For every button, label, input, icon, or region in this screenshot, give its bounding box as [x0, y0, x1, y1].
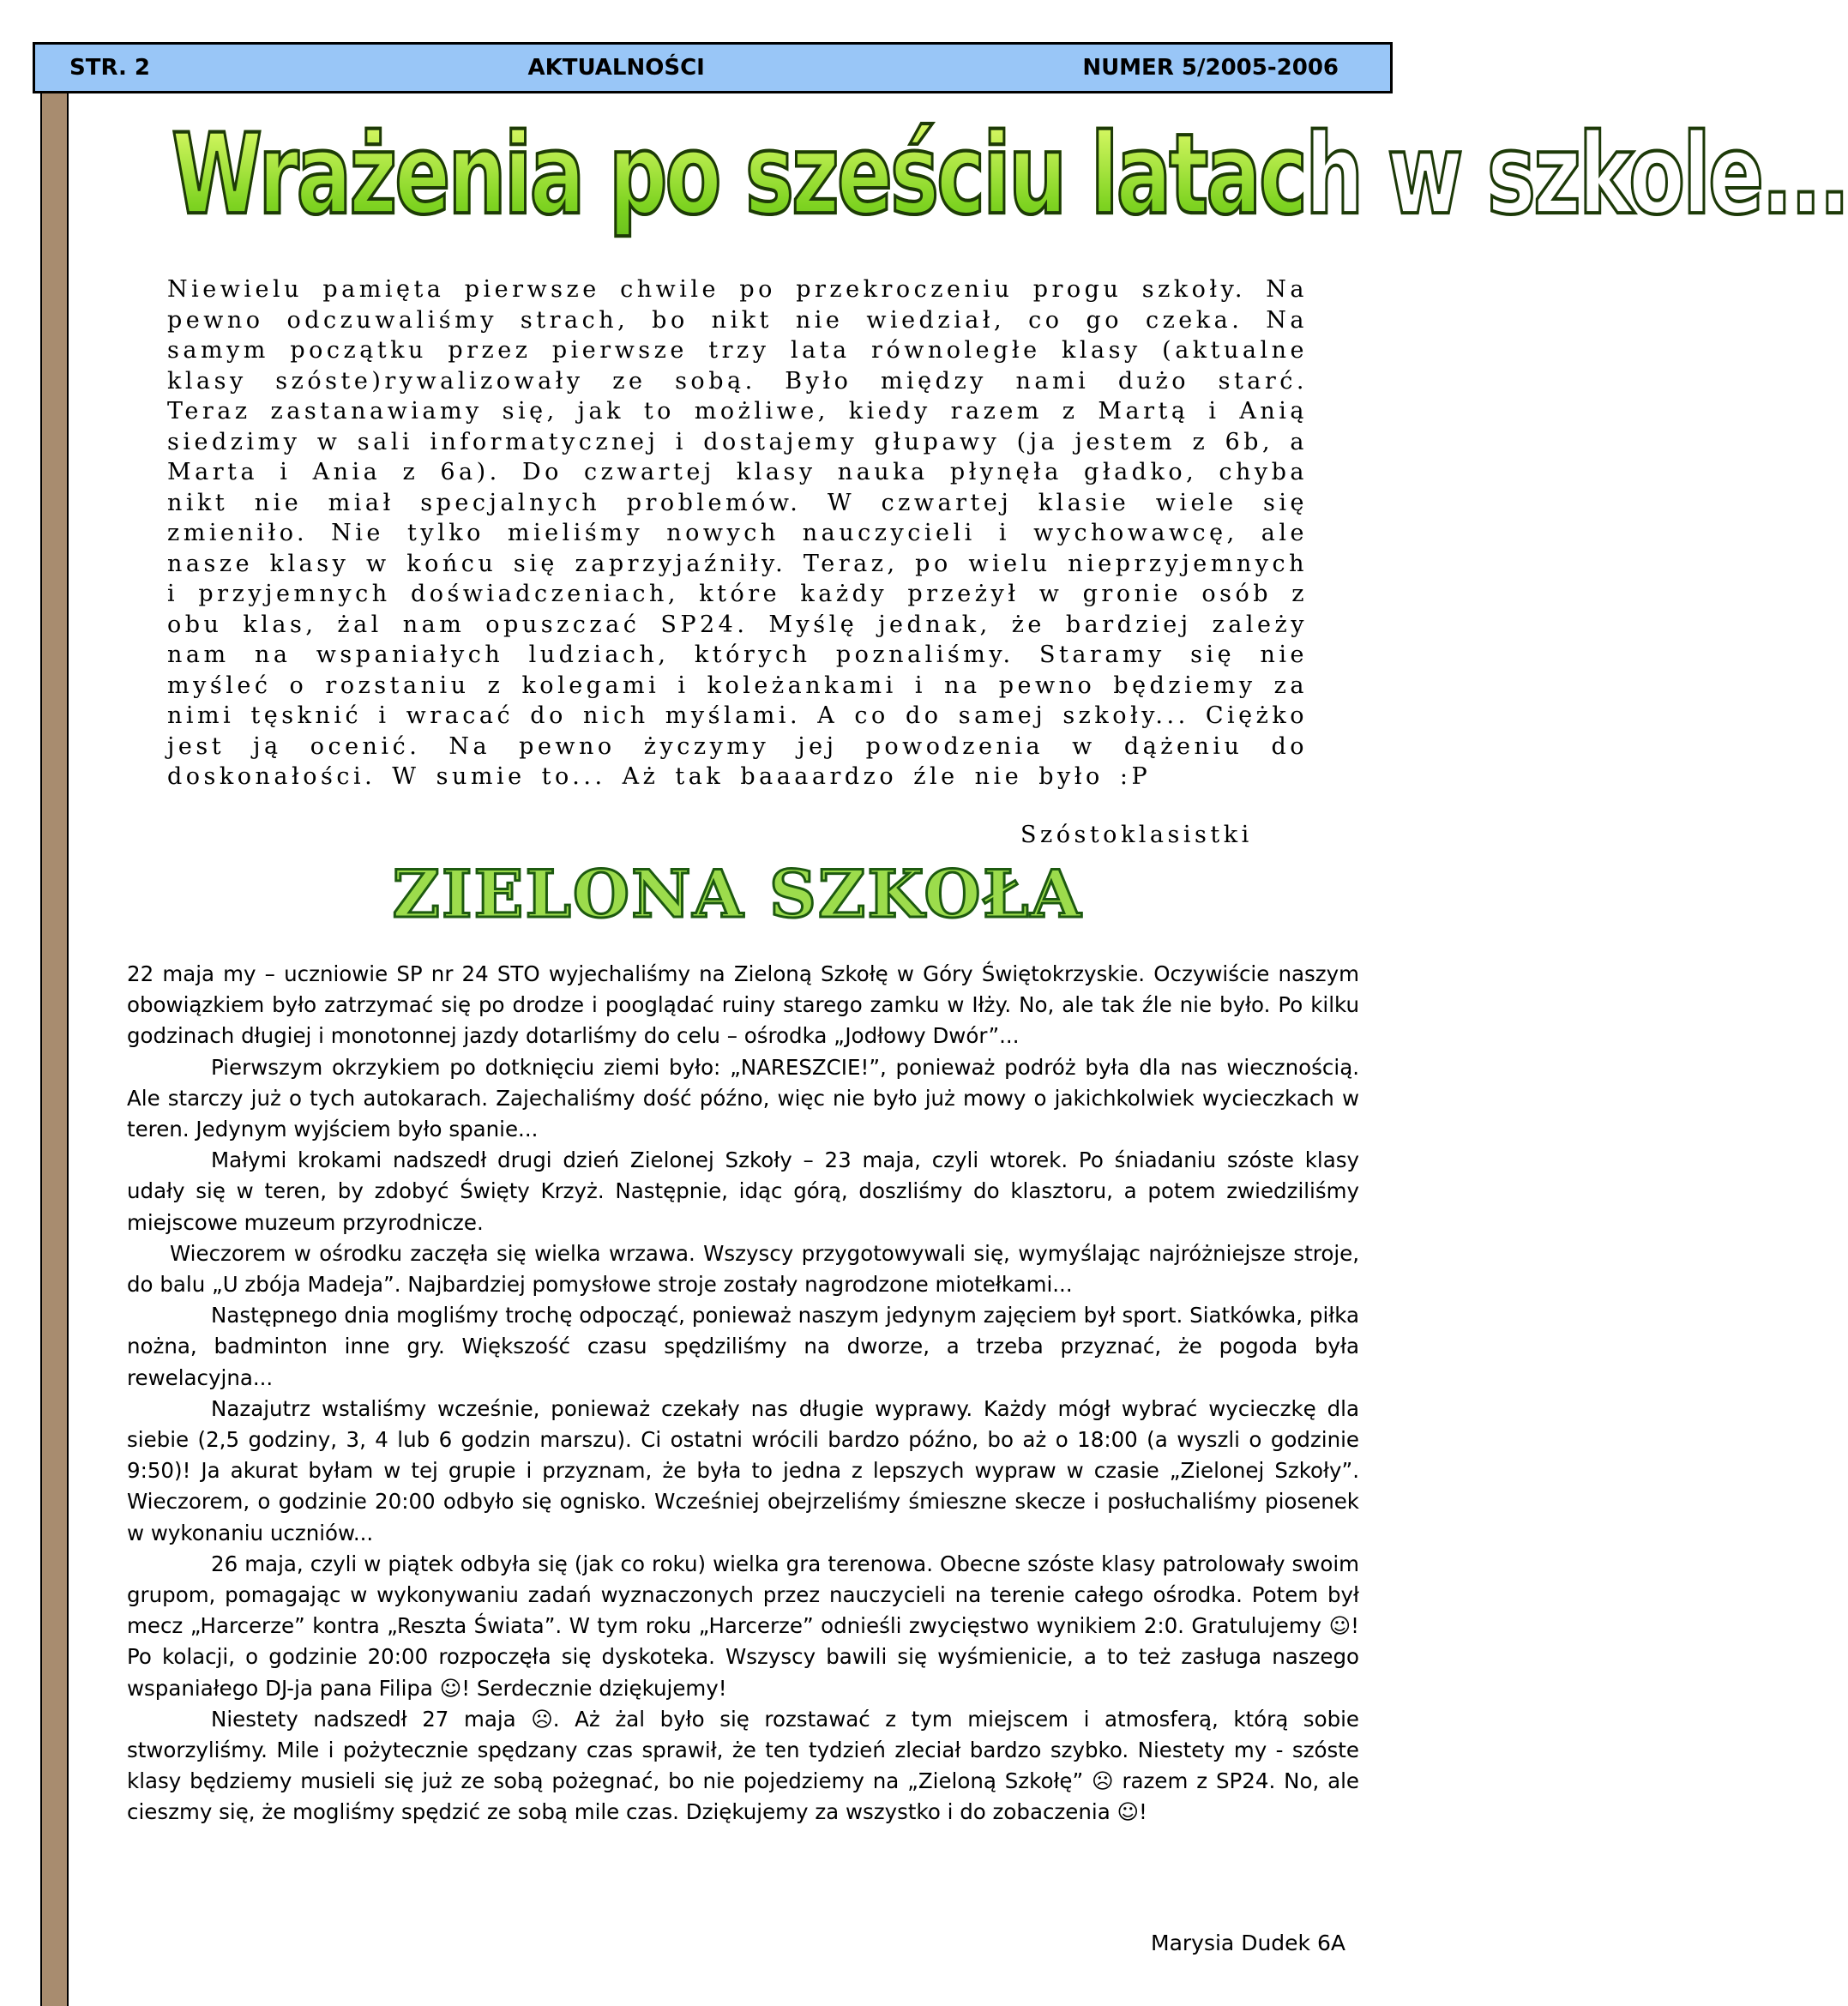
page-header	[33, 42, 1393, 93]
article1-title: Wrażenia po sześciu latach w szkole...	[172, 110, 1312, 284]
article1-body: Niewielu pamięta pierwsze chwile po przekroczeniu progu szkoły. Na pewno odczuwaliśmy strach, bo nikt nie wiedział, co go czeka. Na samym początku przez pierwsze trzy lata równoległe klasy (aktualne klasy szóste)rywalizowały ze sobą. Było między nami dużo starć. Teraz zastanawiamy się, jak to możliwe, kiedy razem z Martą i Anią siedzimy w sali informatycznej i dostajemy głupawy (ja jestem z 6b, a Marta i Ania z 6a). Do czwartej klasy nauka płynęła gładko, chyba nikt nie miał specjalnych problemów. W czwartej klasie wiele się zmieniło. Nie tylko mieliśmy nowych nauczycieli i wychowawcę, ale nasze klasy w końcu się zaprzyjaźniły. Teraz, po wielu nieprzyjemnych i przyjemnych doświadczeniach, które każdy przeżył w gronie osób z obu klas, żal nam opuszczać SP24. Myślę jednak, że bardziej zależy nam na wspaniałych ludziach, których poznaliśmy. Staramy się nie myśleć o rozstaniu z kolegami i koleżankami i na pewno będziemy za nimi tęsknić i wracać do nich myślami. A co do samej szkoły... Ciężko jest ją ocenić. Na pewno życzymy jej powodzenia w dążeniu do doskonałości. W sumie to... Aż tak baaaardzo źle nie było :P	[167, 276, 1308, 790]
article2-paragraph: Niestety nadszedł 27 maja ☹. Aż żal było się rozstawać z tym miejscem i atmosferą, którą sobie stworzyliśmy. Mile i pożytecznie spędzany czas sprawił, że ten tydzień zleciał bardzo szybko. Niestety my - szóste klasy będziemy musieli się już ze sobą pożegnać, bo nie pojedziemy na „Zieloną Szkołę” ☹ razem z SP24. No, ale cieszmy się, że mogliśmy spędzić ze sobą mile czas. Dziękujemy za wszystko i do zobaczenia ☺!	[127, 1706, 1359, 1825]
article2-paragraph: 22 maja my – uczniowie SP nr 24 STO wyjechaliśmy na Zieloną Szkołę w Góry Świętokrzyskie. Oczywiście naszym obowiązkiem było zatrzymać się po drodze i pooglądać ruiny starego zamku w Iłży. No, ale tak źle nie było. Po kilku godzinach długiej i monotonnej jazdy dotarliśmy do celu – ośrodka „Jodłowy Dwór”...	[127, 961, 1359, 1049]
article2-paragraph: Następnego dnia mogliśmy trochę odpocząć, ponieważ naszym jedynym zajęciem był sport. Siatkówka, piłka nożna, badminton inne gry. Większość czasu spędziliśmy na dworze, a trzeba przyznać, że pogoda była rewelacyjna...	[127, 1303, 1359, 1390]
article1-author: Szóstoklasistki	[1020, 822, 1253, 848]
section-name: AKTUALNOŚCI	[527, 55, 705, 81]
article2-author: Marysia Dudek 6A	[1151, 1931, 1345, 1955]
article2-body	[127, 959, 1359, 1828]
article2-paragraph: Nazajutrz wstaliśmy wcześnie, ponieważ czekały nas długie wyprawy. Każdy mógł wybrać wycieczkę dla siebie (2,5 godziny, 3, 4 lub 6 godzin marszu). Ci ostatni wrócili bardzo późno, bo aż o 18:00 (a wyszli o godzinie 9:50)! Ja akurat byłam w tej grupie i przyznam, że była to jedna z lepszych wypraw w czasie „Zielonej Szkoły”. Wieczorem, o godzinie 20:00 odbyło się ognisko. Wcześniej obejrzeliśmy śmieszne skecze i posłuchaliśmy piosenek w wykonaniu uczniów...	[127, 1395, 1359, 1545]
article2-paragraph: Pierwszym okrzykiem po dotknięciu ziemi było: „NARESZCIE!”, ponieważ podróż była dla nas wiecznością. Ale starczy już o tych autokarach. Zajechaliśmy dość późno, więc nie było już mowy o jakichkolwiek wycieczkach w teren. Jedynym wyjściem było spanie...	[127, 1054, 1359, 1142]
page-number: STR. 2	[69, 55, 150, 81]
article2-paragraph: Małymi krokami nadszedł drugi dzień Zielonej Szkoły – 23 maja, czyli wtorek. Po śniadaniu szóste klasy udały się w teren, by zdobyć Święty Krzyż. Następnie, idąc górą, doszliśmy do klasztoru, a potem zwiedziliśmy miejscowe muzeum przyrodnicze.	[127, 1148, 1359, 1235]
side-decoration-bar	[40, 43, 69, 2006]
article2-paragraph: Wieczorem w ośrodku zaczęła się wielka wrzawa. Wszyscy przygotowywali się, wymyślając najróżniejsze stroje, do balu „U zbója Madeja”. Najbardziej pomysłowe stroje zostały nagrodzone miotełkami...	[127, 1240, 1359, 1298]
article2-paragraph: 26 maja, czyli w piątek odbyła się (jak co roku) wielka gra terenowa. Obecne szóste klasy patrolowały swoim grupom, pomagając w wykonywaniu zadań wyznaczonych przez nauczycieli na terenie całego ośrodka. Potem był mecz „Harcerze” kontra „Reszta Świata”. W tym roku „Harcerze” odnieśli zwycięstwo wynikiem 2:0. Gratulujemy ☺! Po kolacji, o godzinie 20:00 rozpoczęła się dyskoteka. Wszyscy bawili się wyśmienicie, a to też zasługa naszego wspaniałego DJ-ja pana Filipa ☺! Serdecznie dziękujemy!	[127, 1551, 1359, 1701]
article2-title: ZIELONA SZKOŁA	[392, 856, 1083, 932]
issue-number: NUMER 5/2005-2006	[1082, 55, 1339, 81]
